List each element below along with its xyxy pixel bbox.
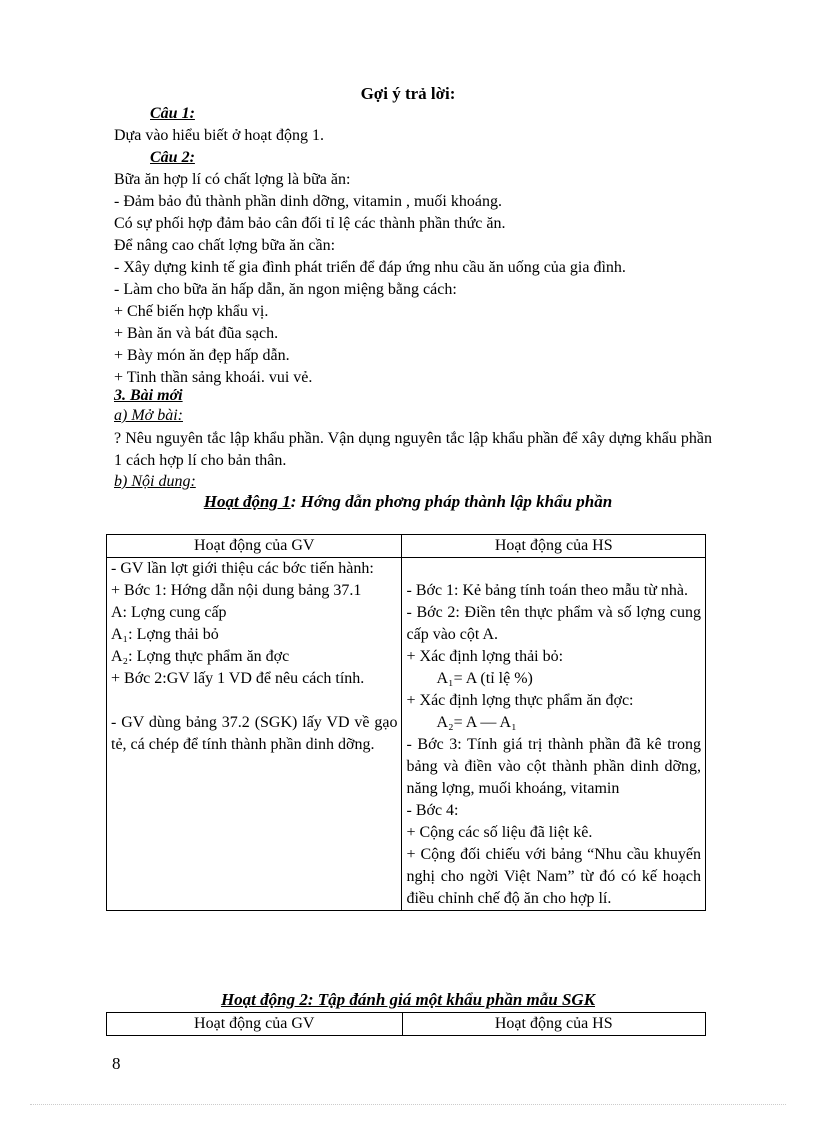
hs-line: + Xác định lợng thực phẩm ăn đợc: (406, 692, 634, 709)
footer-divider (30, 1104, 786, 1105)
cau1-text: Dựa vào hiểu biết ở hoạt động 1. (114, 127, 324, 144)
hs-line: - Bớc 2: Điền tên thực phẩm và số lợng cung cấp vào cột A. (406, 604, 701, 643)
noi-dung-label: b) Nội dung: (114, 473, 196, 490)
table-header-row (107, 1013, 706, 1036)
gv-line: A: Lợng cung cấp (111, 604, 227, 621)
col-header-hs: Hoạt động của HS (402, 535, 706, 558)
gv-line: A₂: Lợng thực phẩm ăn đợc (111, 648, 290, 665)
col-header-hs: Hoạt động của HS (402, 1013, 706, 1036)
cau2-line: - Làm cho bữa ăn hấp dẫn, ăn ngon miệng bằng cách: (114, 281, 457, 298)
activity-2-heading: Hoạt động 2: Tập đánh giá một khẩu phần mẫu SGK (220, 990, 596, 1009)
cau2-line: Có sự phối hợp đảm bảo cân đối tỉ lệ các thành phần thức ăn. (114, 215, 506, 232)
activity-1-heading: Hoạt động 1: Hớng dẫn phơng pháp thành lập khẩu phần (203, 492, 613, 511)
activity-1-table (106, 534, 706, 911)
cau2-line: - Đảm bảo đủ thành phần dinh dỡng, vitamin , muối khoáng. (114, 193, 502, 210)
col-header-gv: Hoạt động của GV (107, 535, 402, 558)
hs-line: + Cộng đối chiếu với bảng “Nhu cầu khuyến nghị cho ngời Việt Nam” từ đó có kế hoạch điều chỉnh chế độ ăn cho hợp lí. (406, 846, 701, 907)
cau2-line: Để nâng cao chất lợng bữa ăn cần: (114, 237, 336, 254)
cau1-label: Câu 1: (150, 105, 195, 122)
gv-spacer (111, 690, 397, 712)
mo-bai-label: a) Mở bài: (114, 407, 183, 424)
gv-line: - GV dùng bảng 37.2 (SGK) lấy VD về gạo tẻ, cá chép để tính thành phần dinh dỡng. (111, 714, 398, 753)
cau2-line: + Tinh thần sảng khoái. vui vẻ. (114, 369, 313, 386)
hs-spacer (406, 558, 701, 580)
cau2-label: Câu 2: (150, 149, 195, 166)
hs-line: - Bớc 3: Tính giá trị thành phần đã kê trong bảng và điền vào cột thành phần dinh dỡng, năng lợng, muối khoáng, vitamin (406, 736, 701, 797)
mo-bai-text: ? Nêu nguyên tắc lập khẩu phần. Vận dụng nguyên tắc lập khẩu phần để xây dựng khẩu phần 1 cách hợp lí cho bản thân. (114, 430, 712, 469)
cau2-line: Bữa ăn hợp lí có chất lợng là bữa ăn: (114, 171, 351, 188)
col-header-gv: Hoạt động của GV (107, 1013, 403, 1036)
hs-line: + Xác định lợng thải bỏ: (406, 648, 564, 665)
gv-cell (107, 558, 402, 911)
activity-2-table (106, 1012, 706, 1036)
gv-line: - GV lần lợt giới thiệu các bớc tiến hành: (111, 560, 374, 577)
gv-line: + Bớc 1: Hớng dẫn nội dung bảng 37.1 (111, 582, 362, 599)
page-number: 8 (112, 1054, 121, 1073)
table-row (107, 558, 706, 911)
hs-line: - Bớc 1: Kẻ bảng tính toán theo mẫu từ nhà. (406, 582, 688, 599)
table-header-row (107, 535, 706, 558)
gv-line: + Bớc 2:GV lấy 1 VD để nêu cách tính. (111, 670, 365, 687)
cau2-line: + Bàn ăn và bát đũa sạch. (114, 325, 279, 342)
page-title: Gợi ý trả lời: (360, 84, 456, 103)
hs-line: + Cộng các số liệu đã liệt kê. (406, 824, 593, 841)
gv-line: A₁: Lợng thải bỏ (111, 626, 219, 643)
cau2-line: - Xây dựng kinh tế gia đình phát triển để đáp ứng nhu cầu ăn uống của gia đình. (114, 259, 626, 276)
hs-line: - Bớc 4: (406, 802, 459, 819)
hs-cell (402, 558, 706, 911)
cau2-line: + Chế biến hợp khẩu vị. (114, 303, 269, 320)
hs-formula: A₂= A — A₁ (436, 714, 517, 731)
hs-formula: A₁= A (tỉ lệ %) (436, 670, 533, 687)
cau2-line: + Bày món ăn đẹp hấp dẫn. (114, 347, 290, 364)
bai-moi-label: 3. Bài mới (114, 387, 183, 404)
